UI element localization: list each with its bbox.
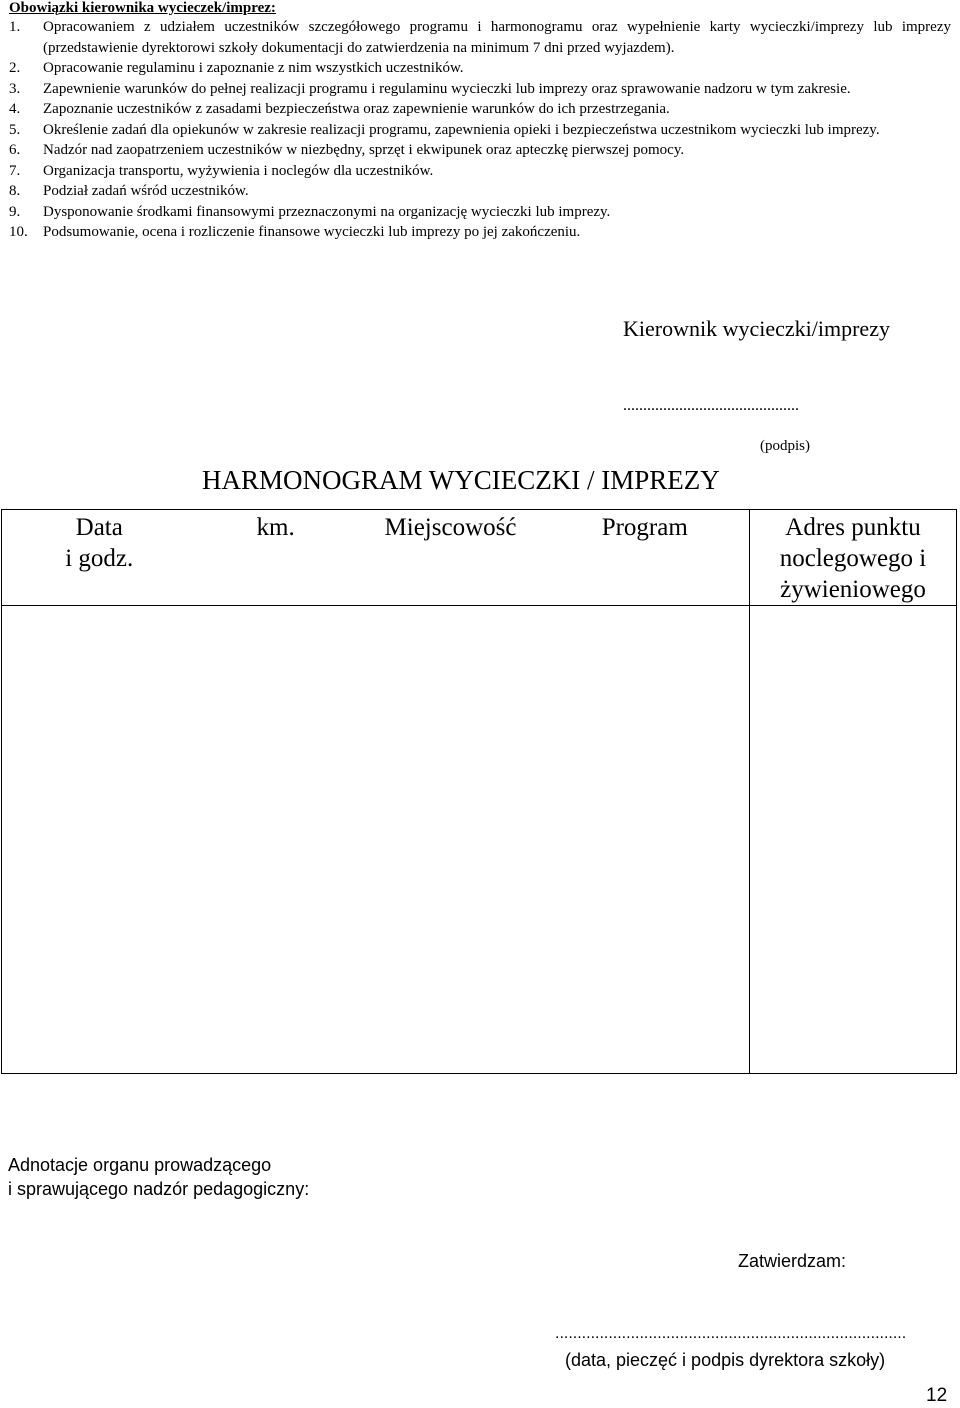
column-header-km: km. <box>197 510 361 606</box>
column-header-place: Miejscowość <box>361 510 541 606</box>
duty-number: 10. <box>9 224 28 240</box>
schedule-table <box>1 509 957 1074</box>
column-header-address-line3: żywieniowego <box>780 576 926 603</box>
column-header-date-line2: i godz. <box>65 545 134 572</box>
cell-km[interactable] <box>197 606 361 1074</box>
cell-date[interactable] <box>2 606 197 1074</box>
schedule-header-row <box>2 510 957 606</box>
duties-list <box>9 17 951 243</box>
schedule-empty-row <box>2 606 957 1074</box>
duty-number: 8. <box>9 183 21 199</box>
duty-number: 6. <box>9 142 21 158</box>
duty-text: Dysponowanie środkami finansowymi przeznaczonymi na organizację wycieczki lub imprezy. <box>43 203 611 220</box>
duty-number: 4. <box>9 101 21 117</box>
duty-text: Podsumowanie, ocena i rozliczenie finansowe wycieczki lub imprezy po jej zakończeniu. <box>43 224 581 240</box>
director-signature-label: (data, pieczęć i podpis dyrektora szkoły) <box>565 1350 886 1370</box>
column-header-address-line1: Adres punktu <box>785 514 921 541</box>
duty-text: Zapewnienie warunków do pełnej realizacji programu i regulaminu wycieczki lub imprezy oraz sprawowanie nadzoru w tym zakresie. <box>43 80 851 97</box>
column-header-address-line2: noclegowego i <box>779 545 927 572</box>
column-header-date-line1: Data <box>75 514 123 541</box>
approval-label: Zatwierdzam: <box>738 1251 847 1271</box>
duty-text: Nadzór nad zaopatrzeniem uczestników w niezbędny, sprzęt i ekwipunek oraz apteczkę pierwszej pomocy. <box>43 142 685 158</box>
duty-item <box>9 17 951 58</box>
annotation-block <box>8 1153 309 1201</box>
cell-address[interactable] <box>750 606 957 1074</box>
duty-text: Opracowaniem z udziałem uczestników szczegółowego programu i harmonogramu oraz wypełnienie karty wycieczki/imprezy lub imprezy (przedstawienie dyrektorowi szkoły dokumentacji do zatwierdzenia na minimum 7 dni przed wyjazdem). <box>43 19 951 56</box>
manager-title: Kierownik wycieczki/imprezy <box>623 316 890 341</box>
duty-text: Opracowanie regulaminu i zapoznanie z nim wszystkich uczestników. <box>43 60 464 76</box>
column-header-program: Program <box>541 510 750 606</box>
cell-place[interactable] <box>361 606 541 1074</box>
duty-item <box>9 202 951 223</box>
duty-item <box>9 58 951 79</box>
duty-text: Określenie zadań dla opiekunów w zakresie realizacji programu, zapewnienia opieki i bezpieczeństwa uczestnikom wycieczki lub imprezy. <box>43 121 880 138</box>
cell-program[interactable] <box>541 606 750 1074</box>
duty-item <box>9 120 951 141</box>
duty-item <box>9 99 951 120</box>
duty-item <box>9 222 951 243</box>
schedule-title: HARMONOGRAM WYCIECZKI / IMPREZY <box>202 465 720 495</box>
duty-number: 7. <box>9 162 21 179</box>
duty-text: Organizacja transportu, wyżywienia i noclegów dla uczestników. <box>43 162 434 179</box>
duties-heading: Obowiązki kierownika wycieczek/imprez: <box>9 0 276 16</box>
duty-item <box>9 181 951 202</box>
director-signature-line: ............................................................................... <box>555 1325 907 1342</box>
duty-number: 1. <box>9 19 21 35</box>
annotation-line1: Adnotacje organu prowadzącego <box>8 1155 272 1175</box>
duty-item <box>9 79 951 100</box>
column-header-address <box>750 510 957 606</box>
manager-signature-line: ............................................ <box>623 397 799 414</box>
annotation-line2: i sprawującego nadzór pedagogiczny: <box>8 1179 310 1199</box>
duty-item <box>9 161 951 182</box>
duty-number: 3. <box>9 80 21 97</box>
duty-number: 5. <box>9 121 21 138</box>
duty-text: Zapoznanie uczestników z zasadami bezpieczeństwa oraz zapewnienie warunków do ich przestrzegania. <box>43 101 670 117</box>
page-number: 12 <box>926 1385 948 1406</box>
duty-number: 2. <box>9 60 21 76</box>
duty-text: Podział zadań wśród uczestników. <box>43 183 249 199</box>
column-header-date <box>2 510 197 606</box>
duty-number: 9. <box>9 203 21 220</box>
manager-signature-label: (podpis) <box>760 438 810 454</box>
duty-item <box>9 140 951 161</box>
